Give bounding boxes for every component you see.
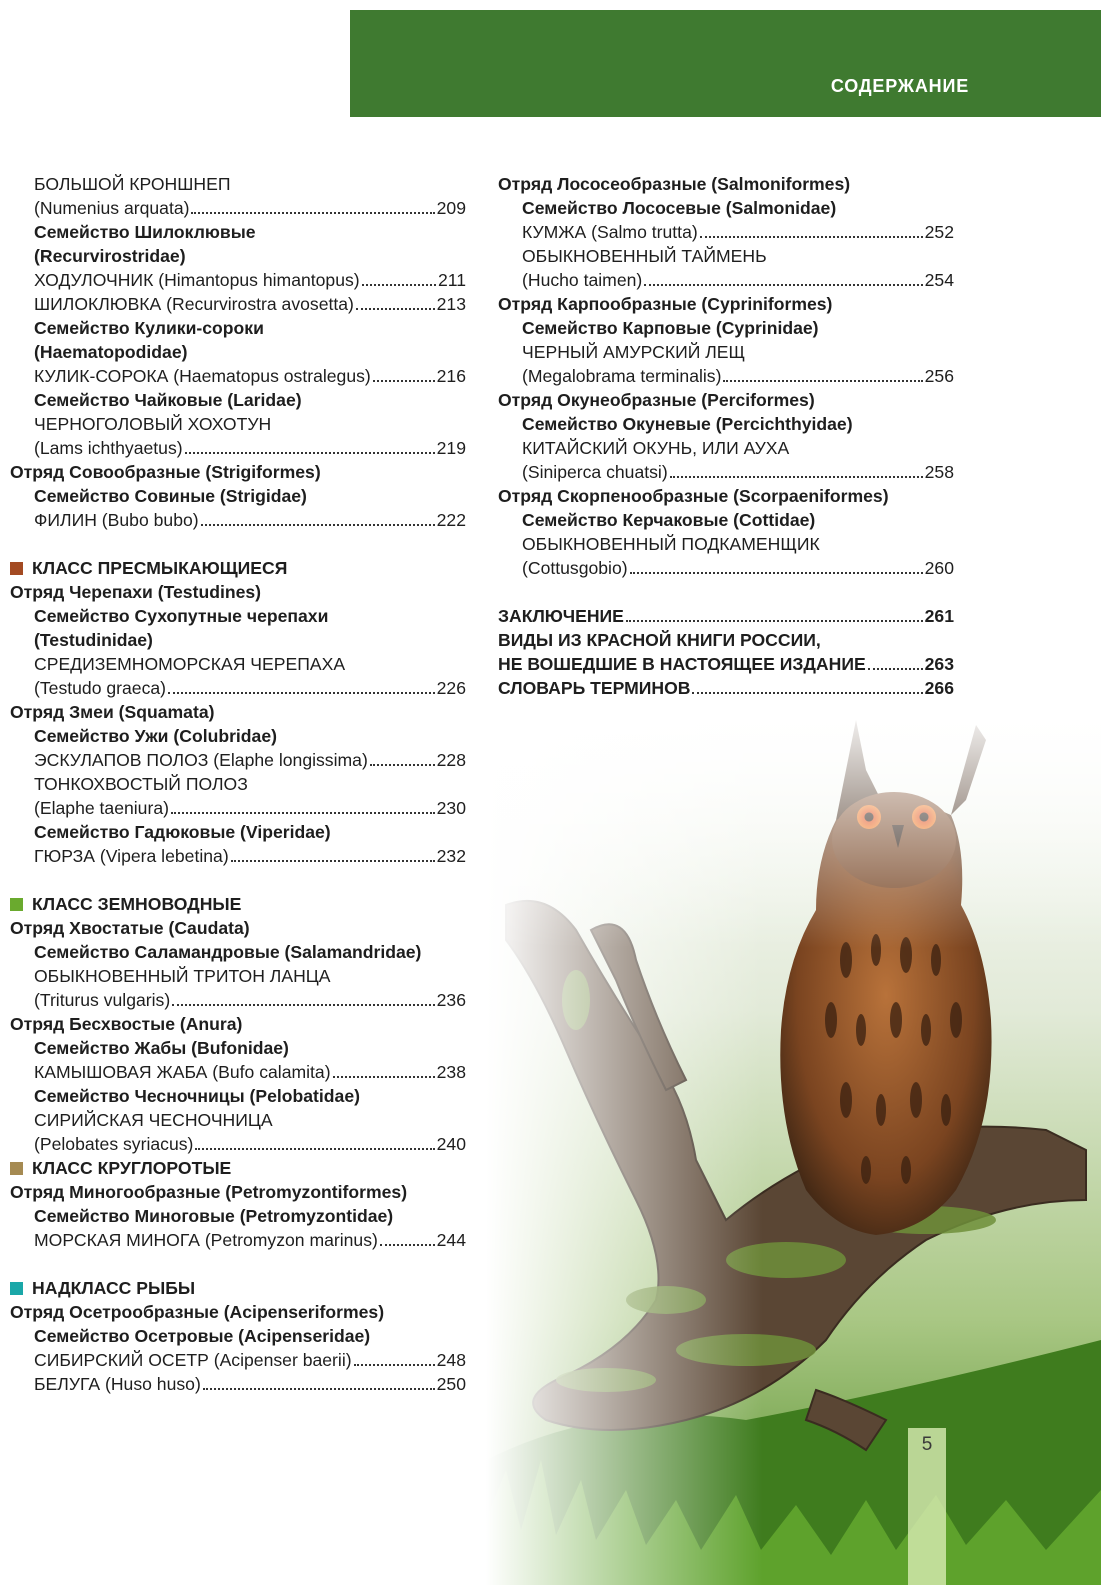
- section-marker-icon: [10, 898, 23, 911]
- dot-leader: [692, 692, 922, 694]
- toc-page-number: 263: [924, 654, 954, 674]
- toc-heading: [498, 292, 954, 316]
- toc-heading: [10, 1300, 466, 1324]
- dot-leader: [195, 1148, 434, 1150]
- toc-text: ВИДЫ ИЗ КРАСНОЙ КНИГИ РОССИИ,: [498, 630, 821, 650]
- dot-leader: [700, 236, 923, 238]
- page-number-tab: [908, 1428, 946, 1585]
- toc-text: ОБЫКНОВЕННЫЙ ПОДКАМЕНЩИК: [522, 534, 820, 554]
- toc-page-number: 211: [437, 270, 466, 290]
- toc-section-heading: [10, 1276, 466, 1300]
- toc-text: (Numenius arquata): [34, 198, 190, 218]
- toc-text: ШИЛОКЛЮВКА (Recurvirostra avosetta): [34, 294, 354, 314]
- toc-text: КЛАСС ПРЕСМЫКАЮЩИЕСЯ: [32, 558, 288, 578]
- eagle-owl-photo: [486, 700, 1101, 1585]
- toc-text: КЛАСС КРУГЛОРОТЫЕ: [32, 1158, 232, 1178]
- toc-text: (Testudo graeca): [34, 678, 167, 698]
- header-bar: [350, 10, 1101, 117]
- toc-heading: [10, 244, 466, 268]
- toc-heading: [498, 388, 954, 412]
- toc-text: (Pelobates syriacus): [34, 1134, 194, 1154]
- toc-text: Семейство Жабы (Bufonidae): [34, 1038, 289, 1058]
- dot-leader: [171, 812, 435, 814]
- dot-leader: [644, 284, 922, 286]
- toc-entry: [10, 1228, 466, 1252]
- toc-text: КУМЖА (Salmo trutta): [522, 222, 698, 242]
- toc-page-number: 258: [924, 462, 954, 482]
- dot-leader: [191, 212, 434, 214]
- toc-page-number: 222: [436, 510, 466, 530]
- toc-text: Отряд Осетрообразные (Acipenseriformes): [10, 1302, 385, 1322]
- toc-text: Отряд Карпообразные (Cypriniformes): [498, 294, 833, 314]
- toc-heading: [10, 340, 466, 364]
- toc-text: ЭСКУЛАПОВ ПОЛОЗ (Elaphe longissima): [34, 750, 368, 770]
- toc-text: Семейство Лососевые (Salmonidae): [522, 198, 837, 218]
- toc-heading: [10, 1012, 466, 1036]
- toc-heading: [10, 820, 466, 844]
- toc-text: Семейство Совиные (Strigidae): [34, 486, 307, 506]
- toc-text: (Megalobrama terminalis): [522, 366, 722, 386]
- dot-leader: [362, 284, 436, 286]
- toc-heading: [10, 700, 466, 724]
- toc-heading: [10, 604, 466, 628]
- toc-text: ОБЫКНОВЕННЫЙ ТАЙМЕНЬ: [522, 246, 767, 266]
- toc-page-number: 213: [436, 294, 466, 314]
- toc-text: Отряд Змеи (Squamata): [10, 702, 215, 722]
- toc-section-heading: [10, 1156, 466, 1180]
- toc-text: КЛАСС ЗЕМНОВОДНЫЕ: [32, 894, 242, 914]
- toc-text: (Siniperca chuatsi): [522, 462, 668, 482]
- toc-text: Семейство Чесночницы (Pelobatidae): [34, 1086, 360, 1106]
- toc-entry: [498, 676, 954, 700]
- toc-text: ХОДУЛОЧНИК (Himantopus himantopus): [34, 270, 360, 290]
- dot-leader: [333, 1076, 435, 1078]
- toc-left-column: [10, 172, 466, 1396]
- toc-entry: [498, 556, 954, 580]
- toc-entry: [10, 508, 466, 532]
- toc-text: Семейство Карповые (Cyprinidae): [522, 318, 819, 338]
- toc-heading: [10, 1180, 466, 1204]
- toc-text: Семейство Гадюковые (Viperidae): [34, 822, 331, 842]
- toc-heading: [10, 628, 466, 652]
- toc-heading: [10, 316, 466, 340]
- toc-page-number: 244: [436, 1230, 466, 1250]
- dot-leader: [354, 1364, 435, 1366]
- toc-heading: [10, 460, 466, 484]
- toc-page-number: 228: [436, 750, 466, 770]
- toc-page-number: 209: [436, 198, 466, 218]
- toc-entry: [10, 268, 466, 292]
- toc-text: Отряд Хвостатые (Caudata): [10, 918, 250, 938]
- toc-text: ФИЛИН (Bubo bubo): [34, 510, 199, 530]
- toc-entry: [10, 1132, 466, 1156]
- dot-leader: [723, 380, 922, 382]
- toc-section-heading: [10, 556, 466, 580]
- dot-leader: [380, 1244, 435, 1246]
- toc-heading: [10, 964, 466, 988]
- toc-page-number: 240: [436, 1134, 466, 1154]
- toc-text: СЛОВАРЬ ТЕРМИНОВ: [498, 678, 691, 698]
- toc-page-number: 250: [436, 1374, 466, 1394]
- toc-heading: [10, 772, 466, 796]
- toc-text: КИТАЙСКИЙ ОКУНЬ, ИЛИ АУХА: [522, 438, 790, 458]
- toc-text: (Lams ichthyaetus): [34, 438, 183, 458]
- toc-heading: [498, 412, 954, 436]
- toc-heading: [10, 916, 466, 940]
- toc-heading: [10, 1324, 466, 1348]
- toc-entry: [10, 196, 466, 220]
- toc-text: (Hucho taimen): [522, 270, 643, 290]
- toc-text: ЧЕРНЫЙ АМУРСКИЙ ЛЕЩ: [522, 342, 746, 362]
- toc-text: ОБЫКНОВЕННЫЙ ТРИТОН ЛАНЦА: [34, 966, 331, 986]
- toc-entry: [10, 1348, 466, 1372]
- toc-heading: [10, 1036, 466, 1060]
- toc-heading: [10, 1084, 466, 1108]
- toc-text: Семейство Саламандровые (Salamandridae): [34, 942, 422, 962]
- dot-leader: [630, 572, 923, 574]
- toc-heading: [10, 484, 466, 508]
- toc-heading: [10, 220, 466, 244]
- toc-entry: [10, 292, 466, 316]
- toc-entry: [10, 676, 466, 700]
- toc-page-number: 260: [924, 558, 954, 578]
- toc-page-number: 232: [436, 846, 466, 866]
- toc-heading: [498, 316, 954, 340]
- dot-leader: [172, 1004, 434, 1006]
- toc-page-number: 216: [436, 366, 466, 386]
- toc-entry: [498, 220, 954, 244]
- dot-leader: [168, 692, 435, 694]
- toc-heading: [10, 580, 466, 604]
- toc-heading: [10, 1204, 466, 1228]
- toc-entry: [10, 1372, 466, 1396]
- toc-text: БОЛЬШОЙ КРОНШНЕП: [34, 174, 231, 194]
- toc-entry: [10, 748, 466, 772]
- dot-leader: [185, 452, 435, 454]
- toc-text: НАДКЛАСС РЫБЫ: [32, 1278, 196, 1298]
- toc-heading: [10, 1108, 466, 1132]
- section-marker-icon: [10, 1282, 23, 1295]
- toc-text: КАМЫШОВАЯ ЖАБА (Bufo calamita): [34, 1062, 331, 1082]
- toc-text: ТОНКОХВОСТЫЙ ПОЛОЗ: [34, 774, 248, 794]
- toc-heading: [10, 172, 466, 196]
- toc-text: (Recurvirostridae): [34, 246, 186, 266]
- dot-leader: [356, 308, 435, 310]
- toc-text: БЕЛУГА (Huso huso): [34, 1374, 201, 1394]
- toc-text: Семейство Сухопутные черепахи: [34, 606, 329, 626]
- toc-text: МОРСКАЯ МИНОГА (Petromyzon marinus): [34, 1230, 378, 1250]
- toc-text: НЕ ВОШЕДШИЕ В НАСТОЯЩЕЕ ИЗДАНИЕ: [498, 654, 866, 674]
- toc-heading: [498, 196, 954, 220]
- toc-page-number: 219: [436, 438, 466, 458]
- toc-page-number: 252: [924, 222, 954, 242]
- toc-page-number: 226: [436, 678, 466, 698]
- toc-text: Семейство Ужи (Colubridae): [34, 726, 277, 746]
- toc-heading: [498, 484, 954, 508]
- toc-text: КУЛИК-СОРОКА (Haematopus ostralegus): [34, 366, 371, 386]
- toc-entry: [10, 364, 466, 388]
- section-marker-icon: [10, 562, 23, 575]
- dot-leader: [670, 476, 923, 478]
- toc-entry: [10, 796, 466, 820]
- toc-text: СРЕДИЗЕМНОМОРСКАЯ ЧЕРЕПАХА: [34, 654, 346, 674]
- dot-leader: [868, 668, 923, 670]
- dot-leader: [373, 380, 435, 382]
- toc-text: ЧЕРНОГОЛОВЫЙ ХОХОТУН: [34, 414, 272, 434]
- toc-text: (Triturus vulgaris): [34, 990, 171, 1010]
- toc-text: Отряд Бесхвостые (Anura): [10, 1014, 243, 1034]
- dot-leader: [201, 524, 435, 526]
- toc-page-number: 261: [924, 606, 954, 626]
- toc-entry: [498, 460, 954, 484]
- toc-text: ГЮРЗА (Vipera lebetina): [34, 846, 229, 866]
- toc-text: Семейство Миноговые (Petromyzontidae): [34, 1206, 394, 1226]
- toc-text: (Testudinidae): [34, 630, 153, 650]
- toc-page-number: 256: [924, 366, 954, 386]
- toc-heading: [10, 724, 466, 748]
- toc-text: Семейство Чайковые (Laridae): [34, 390, 302, 410]
- toc-page-number: 254: [924, 270, 954, 290]
- toc-right-column: [498, 172, 954, 700]
- toc-text: Отряд Совообразные (Strigiformes): [10, 462, 321, 482]
- toc-text: (Elaphe taeniura): [34, 798, 169, 818]
- toc-text: Семейство Керчаковые (Cottidae): [522, 510, 816, 530]
- toc-page-number: 266: [924, 678, 954, 698]
- toc-text: Отряд Миногообразные (Petromyzontiformes): [10, 1182, 408, 1202]
- toc-text: Отряд Черепахи (Testudines): [10, 582, 262, 602]
- page-number: 5: [921, 1434, 933, 1455]
- dot-leader: [203, 1388, 435, 1390]
- toc-entry: [10, 436, 466, 460]
- toc-section-heading: [10, 892, 466, 916]
- toc-heading: [498, 508, 954, 532]
- toc-text: (Haematopodidae): [34, 342, 188, 362]
- toc-entry: [10, 988, 466, 1012]
- toc-heading: [10, 940, 466, 964]
- toc-entry: [498, 604, 954, 628]
- toc-page-number: 248: [436, 1350, 466, 1370]
- toc-page-number: 238: [436, 1062, 466, 1082]
- toc-heading: [498, 172, 954, 196]
- toc-text: (Cottusgobio): [522, 558, 628, 578]
- toc-page-number: 236: [436, 990, 466, 1010]
- toc-text: Семейство Кулики-сороки: [34, 318, 264, 338]
- toc-entry: [10, 1060, 466, 1084]
- toc-heading: [498, 532, 954, 556]
- toc-text: Семейство Осетровые (Acipenseridae): [34, 1326, 371, 1346]
- toc-text: Отряд Лососеобразные (Salmoniformes): [498, 174, 851, 194]
- toc-text: ЗАКЛЮЧЕНИЕ: [498, 606, 624, 626]
- toc-text: СИРИЙСКАЯ ЧЕСНОЧНИЦА: [34, 1110, 273, 1130]
- toc-heading: [10, 388, 466, 412]
- toc-text: СИБИРСКИЙ ОСЕТР (Acipenser baerii): [34, 1350, 352, 1370]
- toc-heading: [10, 412, 466, 436]
- toc-heading: [498, 436, 954, 460]
- toc-heading: [498, 340, 954, 364]
- dot-leader: [370, 764, 435, 766]
- toc-text: Отряд Скорпенообразные (Scorpaeniformes): [498, 486, 889, 506]
- page-title: СОДЕРЖАНИЕ: [830, 76, 969, 96]
- dot-leader: [626, 620, 923, 622]
- toc-entry: [498, 268, 954, 292]
- toc-page-number: 230: [436, 798, 466, 818]
- toc-entry: [498, 652, 954, 676]
- toc-entry: [10, 844, 466, 868]
- toc-heading: [498, 244, 954, 268]
- toc-heading: [10, 652, 466, 676]
- toc-heading: [498, 628, 954, 652]
- toc-entry: [498, 364, 954, 388]
- toc-text: Отряд Окунеобразные (Perciformes): [498, 390, 815, 410]
- toc-text: Семейство Окуневые (Percichthyidae): [522, 414, 853, 434]
- dot-leader: [231, 860, 435, 862]
- section-marker-icon: [10, 1162, 23, 1175]
- toc-text: Семейство Шилоклювые: [34, 222, 256, 242]
